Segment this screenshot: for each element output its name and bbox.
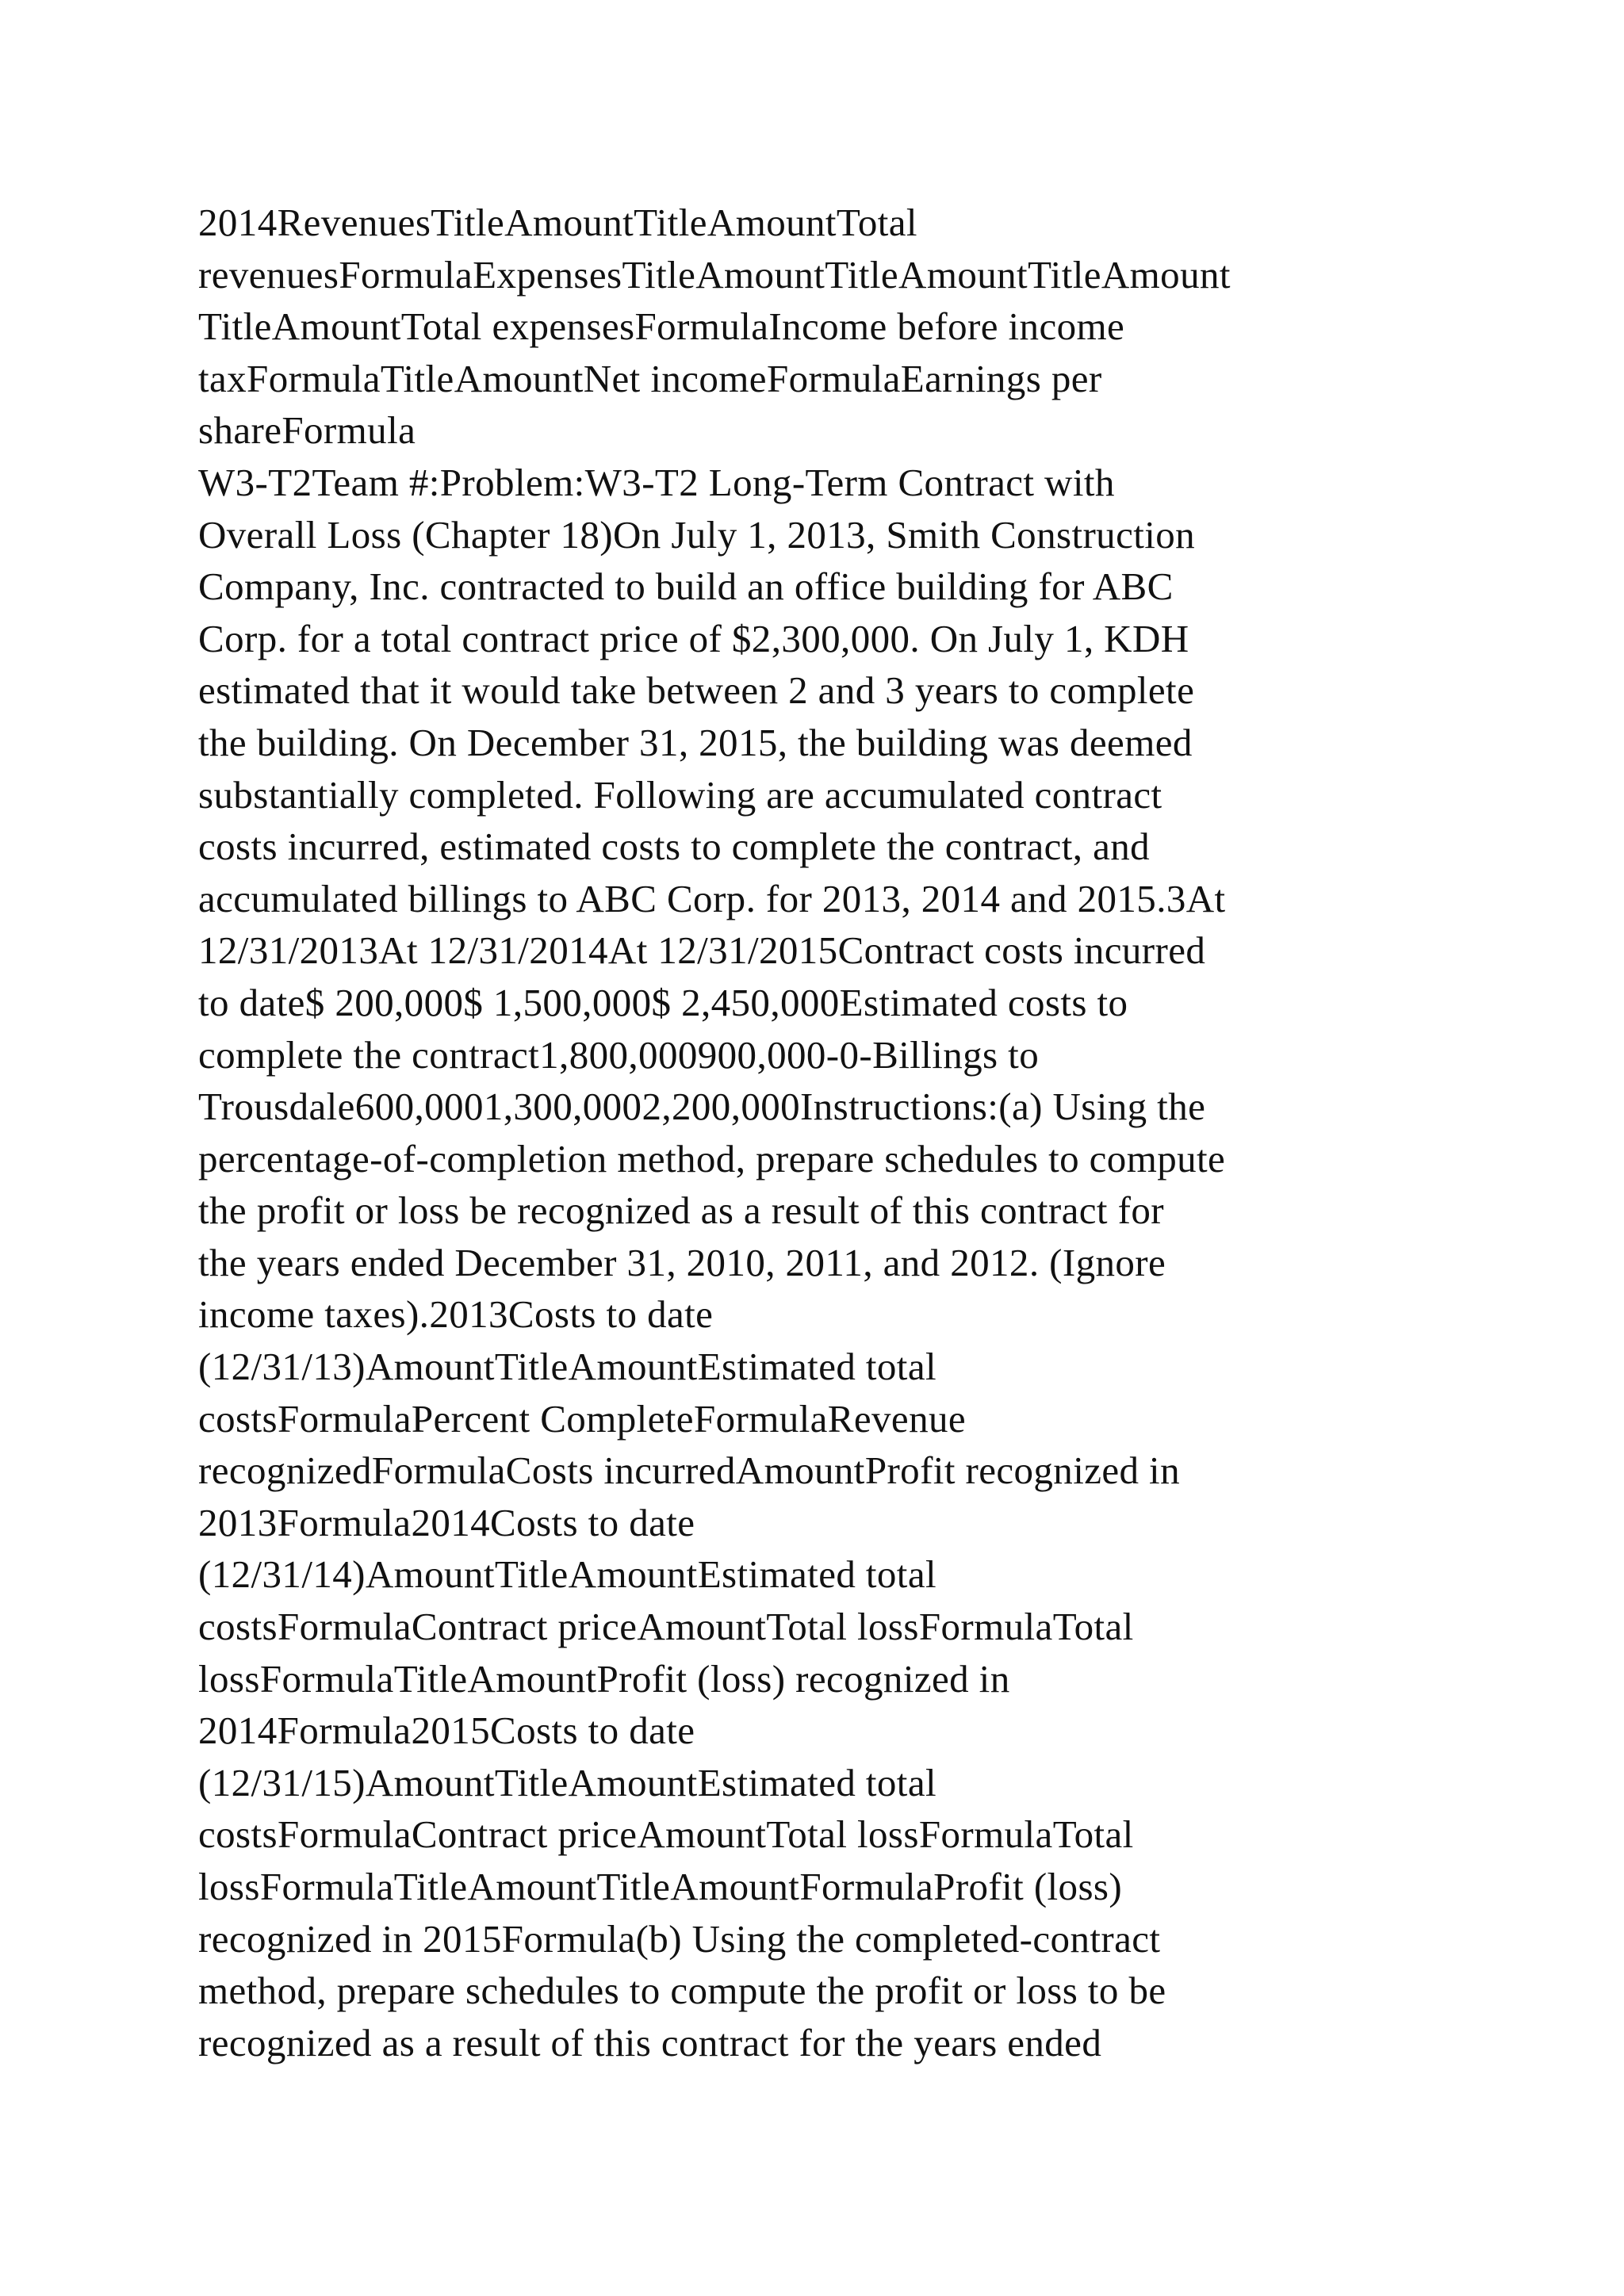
text-line: substantially completed. Following are accumulated contract <box>198 772 1162 817</box>
text-line: percentage-of-completion method, prepare schedules to compute <box>198 1136 1226 1181</box>
text-line: costsFormulaContract priceAmountTotal lossFormulaTotal <box>198 1605 1134 1649</box>
text-line: method, prepare schedules to compute the profit or loss to be <box>198 1969 1166 2013</box>
text-line: (12/31/15)AmountTitleAmountEstimated total <box>198 1760 936 1804</box>
text-line: the years ended December 31, 2010, 2011, and 2012. (Ignore <box>198 1240 1166 1284</box>
document-body <box>198 197 1435 2068</box>
text-line: taxFormulaTitleAmountNet incomeFormulaEarnings per <box>198 356 1102 400</box>
text-line: income taxes).2013Costs to date <box>198 1292 714 1337</box>
text-line: accumulated billings to ABC Corp. for 2013, 2014 and 2015.3At <box>198 876 1226 920</box>
text-line: W3-T2Team #:Problem:W3-T2 Long-Term Contract with <box>198 460 1115 504</box>
text-line: recognizedFormulaCosts incurredAmountProfit recognized in <box>198 1448 1180 1493</box>
text-line: revenuesFormulaExpensesTitleAmountTitleAmountTitleAmount <box>198 252 1231 297</box>
text-line: Overall Loss (Chapter 18)On July 1, 2013, Smith Construction <box>198 512 1196 557</box>
text-line: 2014Formula2015Costs to date <box>198 1709 695 1753</box>
text-line: (12/31/14)AmountTitleAmountEstimated total <box>198 1552 936 1597</box>
text-line: Corp. for a total contract price of $2,300,000. On July 1, KDH <box>198 616 1189 660</box>
text-line: to date$ 200,000$ 1,500,000$ 2,450,000Estimated costs to <box>198 980 1128 1024</box>
text-line: TitleAmountTotal expensesFormulaIncome before income <box>198 304 1125 349</box>
text-line: 12/31/2013At 12/31/2014At 12/31/2015Contract costs incurred <box>198 928 1206 973</box>
text-line: costsFormulaContract priceAmountTotal lossFormulaTotal <box>198 1812 1134 1857</box>
text-line: Trousdale600,0001,300,0002,200,000Instructions:(a) Using the <box>198 1085 1206 1129</box>
text-line: shareFormula <box>198 408 416 453</box>
text-line: lossFormulaTitleAmountProfit (loss) recognized in <box>198 1656 1010 1701</box>
text-line: Company, Inc. contracted to build an office building for ABC <box>198 564 1174 609</box>
text-line: estimated that it would take between 2 and 3 years to complete <box>198 668 1195 713</box>
text-line: lossFormulaTitleAmountTitleAmountFormulaProfit (loss) <box>198 1865 1123 1908</box>
text-line: recognized as a result of this contract for the years ended <box>198 2020 1102 2064</box>
text-line: (12/31/13)AmountTitleAmountEstimated total <box>198 1345 936 1389</box>
text-line: costs incurred, estimated costs to complete the contract, and <box>198 825 1151 869</box>
text-line: the profit or loss be recognized as a result of this contract for <box>198 1188 1164 1233</box>
text-line: costsFormulaPercent CompleteFormulaRevenue <box>198 1396 967 1441</box>
text-line: complete the contract1,800,000900,000-0-Billings to <box>198 1032 1040 1077</box>
text-line: 2013Formula2014Costs to date <box>198 1500 695 1544</box>
text-line: 2014RevenuesTitleAmountTitleAmountTotal <box>198 201 917 244</box>
text-line: recognized in 2015Formula(b) Using the completed-contract <box>198 1916 1161 1961</box>
text-line: the building. On December 31, 2015, the building was deemed <box>198 720 1193 764</box>
